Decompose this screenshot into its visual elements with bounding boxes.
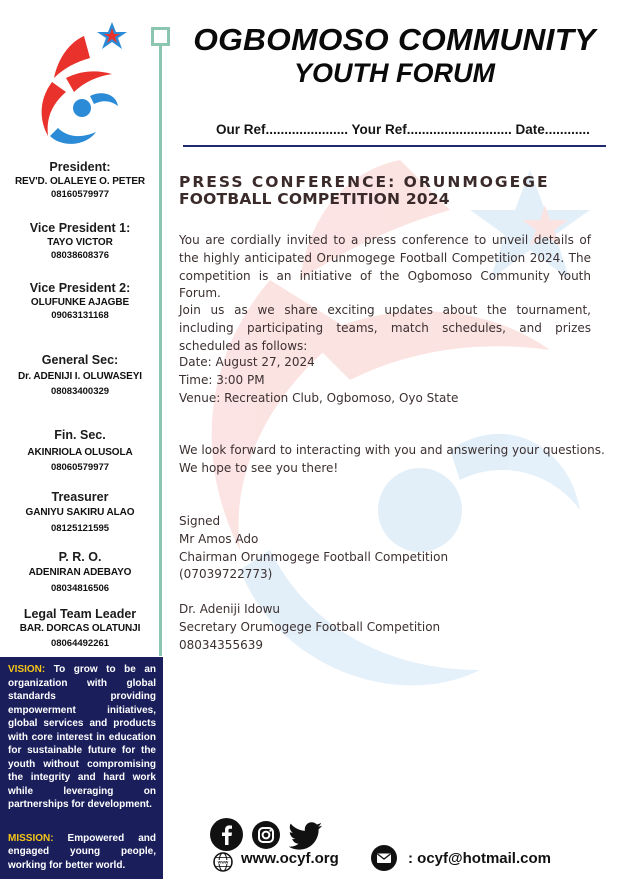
officer-legal-team-leader [0, 607, 160, 650]
vision-statement [8, 663, 156, 812]
closing-line-2: We hope to see you there! [179, 460, 339, 475]
instagram-icon[interactable] [252, 821, 280, 849]
reference-line: Our Ref...................... Your Ref............................ Date............ [216, 122, 590, 137]
email-icon [371, 845, 397, 871]
forum-logo [32, 18, 132, 148]
mission-text: Empowered and engaged young people, working for better world. [8, 832, 156, 871]
officer-name: AKINRIOLA OLUSOLA [27, 447, 133, 458]
officer-pro [0, 550, 160, 595]
closing-line-1: We look forward to interacting with you and answering your questions. [179, 443, 605, 457]
officer-role: Legal Team Leader [23, 607, 137, 621]
mission-label: MISSION: [8, 832, 54, 844]
email-address[interactable]: : ocyf@hotmail.com [408, 850, 551, 867]
press-conference-title-line2: FOOTBALL COMPETITION 2024 [179, 190, 450, 208]
signer-name: Dr. Adeniji Idowu [179, 602, 281, 616]
officer-phone: 08034816506 [50, 583, 110, 594]
event-time: Time: 3:00 PM [179, 372, 265, 387]
press-conference-title-line1: PRESS CONFERENCE: ORUNMOGEGE [179, 173, 550, 191]
officer-phone: 08083400329 [50, 386, 110, 397]
officer-phone: 08160579977 [50, 189, 110, 200]
officer-name: Dr. ADENIJI I. OLUWASEYI [18, 371, 142, 382]
officer-name: ADENIRAN ADEBAYO [28, 567, 132, 578]
event-details [179, 354, 591, 407]
header-rule [183, 145, 606, 147]
closing-remarks [179, 442, 605, 478]
letterhead-title: OGBOMOSO COMMUNITY [193, 22, 596, 57]
officer-name: REV'D. OLALEYE O. PETER [14, 176, 146, 187]
letterhead-subtitle: YOUTH FORUM [294, 58, 495, 88]
officer-role: Vice President 2: [29, 281, 131, 295]
website-link[interactable]: www.ocyf.org [241, 850, 339, 867]
signature-block-chairman [179, 513, 591, 584]
event-date: Date: August 27, 2024 [179, 355, 315, 369]
officer-vice-president-1 [0, 221, 160, 262]
signature-block-secretary [179, 601, 591, 654]
officer-president [0, 160, 160, 201]
officer-name: GANIYU SAKIRU ALAO [25, 507, 135, 518]
vision-mission-panel [0, 657, 163, 879]
officer-name: TAYO VICTOR [47, 237, 113, 248]
paragraph-invitation: You are cordially invited to a press conference to unveil details of the highly anticipated Orunmogege Football Competition 2024. The competition is an initiative of the Ogbomoso Community Youth Forum. [179, 233, 591, 301]
vision-label: VISION: [8, 664, 46, 675]
officer-name: BAR. DORCAS OLATUNJI [19, 623, 141, 634]
officer-role: General Sec: [41, 353, 119, 367]
officer-role: President: [49, 160, 111, 174]
officer-phone: 08125121595 [50, 523, 110, 534]
officer-phone: 08060579977 [50, 462, 110, 473]
globe-icon [213, 852, 233, 872]
signer-name: Mr Amos Ado [179, 531, 259, 546]
twitter-icon[interactable] [289, 822, 323, 850]
svg-text:WWW: WWW [217, 860, 229, 865]
press-conference-title [179, 174, 599, 208]
signed-label: Signed [179, 514, 221, 528]
signer-phone: (07039722773) [179, 567, 273, 582]
mission-statement [8, 832, 156, 873]
vision-text: To grow to be an organization with global standards providing empowerment initiatives, global services and products with core interest in education for sustainable future for the youth without compromising the integrity and hard work while leveraging on partnerships for development. [8, 664, 156, 810]
officer-role: Treasurer [51, 490, 109, 504]
officer-role: Fin. Sec. [54, 428, 106, 442]
officer-treasurer [0, 490, 160, 535]
signer-title: Chairman Orunmogege Football Competition [179, 549, 449, 564]
signer-phone: 08034355639 [179, 637, 263, 652]
officer-vice-president-2 [0, 281, 160, 322]
officer-role: P. R. O. [58, 550, 102, 564]
officer-phone: 08038608376 [50, 250, 110, 261]
officer-phone: 09063131168 [51, 310, 109, 321]
officer-financial-secretary [0, 428, 160, 474]
officer-general-secretary [0, 353, 160, 398]
officer-role: Vice President 1: [29, 221, 131, 235]
event-venue: Venue: Recreation Club, Ogbomoso, Oyo State [179, 390, 459, 405]
officer-phone: 08064492261 [50, 638, 110, 649]
signer-title: Secretary Orumogege Football Competition [179, 619, 441, 634]
officer-name: OLUFUNKE AJAGBE [30, 297, 130, 308]
facebook-icon[interactable] [210, 818, 243, 851]
paragraph-updates: Join us as we share exciting updates about the tournament, including participating teams, match schedules, and prizes scheduled as follows: [179, 303, 591, 353]
